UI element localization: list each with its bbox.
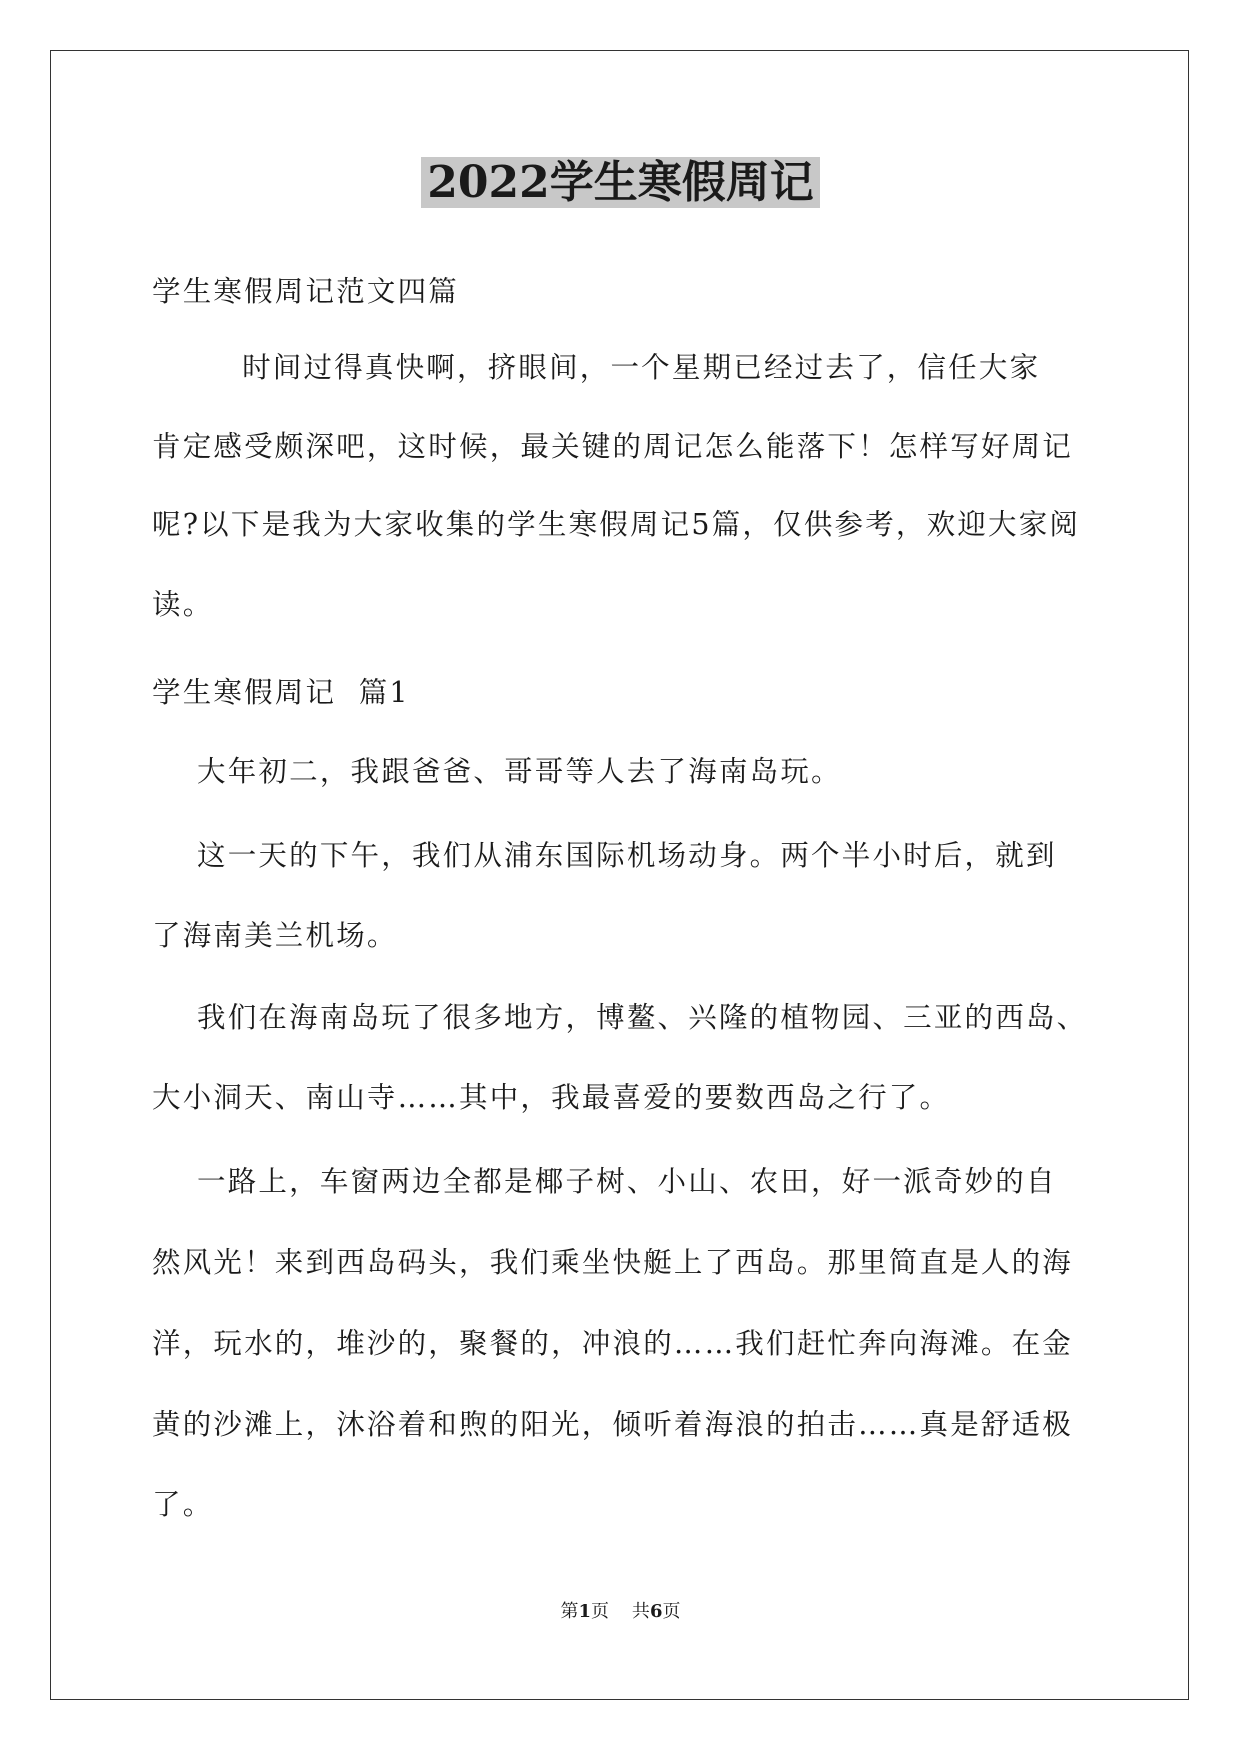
footer-page-total: 6 <box>649 1601 663 1622</box>
body-line: 了海南美兰机场。 <box>152 919 398 952</box>
footer-page-prefix: 第 <box>560 1601 579 1622</box>
section-heading: 学生寒假周记 篇1 <box>152 676 410 709</box>
body-line: 黄的沙滩上，沐浴着和煦的阳光，倾听着海浪的拍击……真是舒适极 <box>152 1408 1074 1441</box>
footer-page-current: 1 <box>578 1601 592 1622</box>
body-line: 大年初二，我跟爸爸、哥哥等人去了海南岛玩。 <box>152 755 842 788</box>
title-highlight: 2022学生寒假周记 <box>421 157 819 208</box>
body-line: 时间过得真快啊，挤眼间，一个星期已经过去了，信任大家 <box>152 351 1041 384</box>
body-line: 洋，玩水的，堆沙的，聚餐的，冲浪的……我们赶忙奔向海滩。在金 <box>152 1327 1074 1360</box>
body-line: 我们在海南岛玩了很多地方，博鳌、兴隆的植物园、三亚的西岛、 <box>152 1001 1088 1034</box>
footer-page-mid: 页 共 <box>591 1601 650 1622</box>
body-line: 这一天的下午，我们从浦东国际机场动身。两个半小时后，就到 <box>152 839 1057 872</box>
body-line: 了。 <box>152 1488 214 1521</box>
body-line: 然风光！来到西岛码头，我们乘坐快艇上了西岛。那里简直是人的海 <box>152 1246 1074 1279</box>
body-line: 读。 <box>152 588 214 621</box>
document-title <box>0 152 1241 214</box>
page-footer <box>0 1600 1241 1624</box>
body-line: 肯定感受颇深吧，这时候，最关键的周记怎么能落下！怎样写好周记 <box>152 430 1074 463</box>
body-line: 大小洞天、南山寺……其中，我最喜爱的要数西岛之行了。 <box>152 1081 951 1114</box>
body-line: 呢?以下是我为大家收集的学生寒假周记5篇，仅供参考，欢迎大家阅 <box>152 508 1081 541</box>
body-line: 学生寒假周记范文四篇 <box>152 275 460 308</box>
body-line: 一路上，车窗两边全都是椰子树、小山、农田，好一派奇妙的自 <box>152 1165 1057 1198</box>
footer-page-suffix: 页 <box>662 1601 681 1622</box>
